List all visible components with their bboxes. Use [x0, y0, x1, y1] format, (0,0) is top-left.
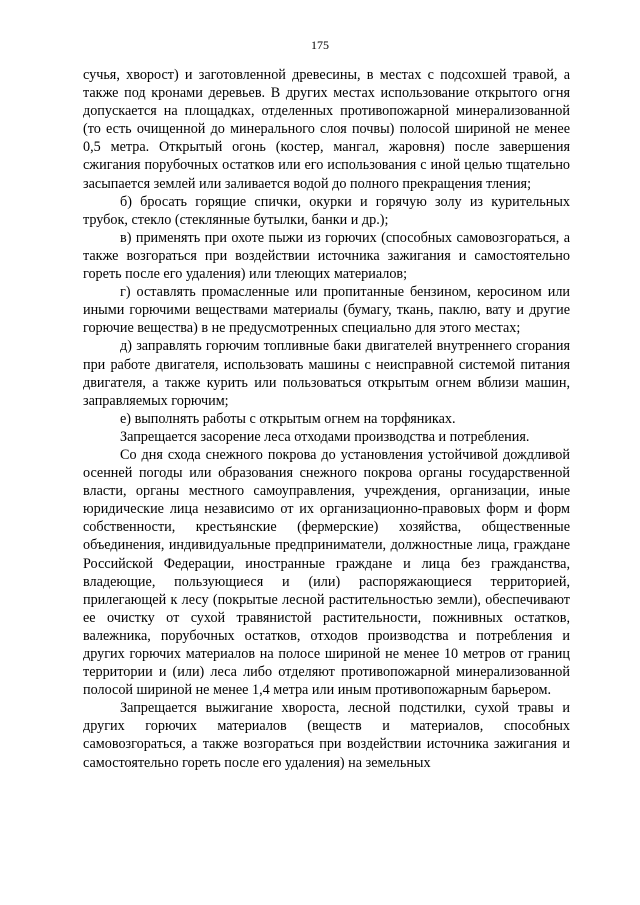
- paragraph-item-g: г) оставлять промасленные или пропитанные бензином, керосином или иными горючими веществами материалы (бумагу, ткань, паклю, вату и другие горючие вещества) в не предусмотренных специально для этого местах;: [83, 284, 570, 337]
- paragraph-territory-clearing: Со дня схода снежного покрова до установления устойчивой дождливой осенней погоды или образования снежного покрова органы государственной власти, органы местного самоуправления, учреждения, организации, иные юридические лица независимо от их организационно-правовых форм и форм собственности, крестьянские (фермерские) хозяйства, общественные объединения, индивидуальные предприниматели, должностные лица, граждане Российской Федерации, иностранные граждане и лица без гражданства, владеющие, пользующиеся и (или) распоряжающиеся территорией, прилегающей к лесу (покрытые лесной растительностью земли), обеспечивают ее очистку от сухой травянистой растительности, пожнивных остатков, валежника, порубочных остатков, отходов производства и потребления и других горючих материалов на полосе шириной не менее 10 метров от границ территории и (или) леса либо отделяют противопожарной минерализованной полосой шириной не менее 1,4 метра или иным противопожарным барьером.: [83, 446, 570, 699]
- page-body: [83, 66, 570, 772]
- page-number: 175: [311, 38, 329, 52]
- paragraph-item-v: в) применять при охоте пыжи из горючих (способных самовозгораться, а также возгораться при воздействии источника зажигания и самостоятельно гореть после его удаления) или тлеющих материалов;: [83, 229, 570, 283]
- paragraph-waste-prohibition: Запрещается засорение леса отходами производства и потребления.: [120, 428, 530, 445]
- paragraph-item-d: д) заправлять горючим топливные баки двигателей внутреннего сгорания при работе двигателя, использовать машины с неисправной системой питания двигателя, а также курить или пользоваться открытым огнем вблизи машин, заправляемых горючим;: [83, 338, 570, 409]
- paragraph-burning-prohibition: Запрещается выжигание хвороста, лесной подстилки, сухой травы и других горючих материалов (веществ и материалов, способных самовозгораться, а также возгораться при воздействии источника зажигания и самостоятельно гореть после его удаления) на земельных: [83, 700, 570, 771]
- paragraph-item-b: б) бросать горящие спички, окурки и горячую золу из курительных трубок, стекло (стеклянные бутылки, банки и др.);: [83, 193, 570, 228]
- paragraph-continuation: сучья, хворост) и заготовленной древесины, в местах с подсохшей травой, а также под кронами деревьев. В других местах использование открытого огня допускается на площадках, отделенных противопожарной минерализованной (то есть очищенной до минерального слоя почвы) полосой шириной не менее 0,5 метра. Открытый огонь (костер, мангал, жаровня) после завершения сжигания порубочных остатков или его использования с иной целью тщательно засыпается землей или заливается водой до полного прекращения тления;: [83, 67, 570, 192]
- paragraph-item-e: е) выполнять работы с открытым огнем на торфяниках.: [120, 410, 456, 427]
